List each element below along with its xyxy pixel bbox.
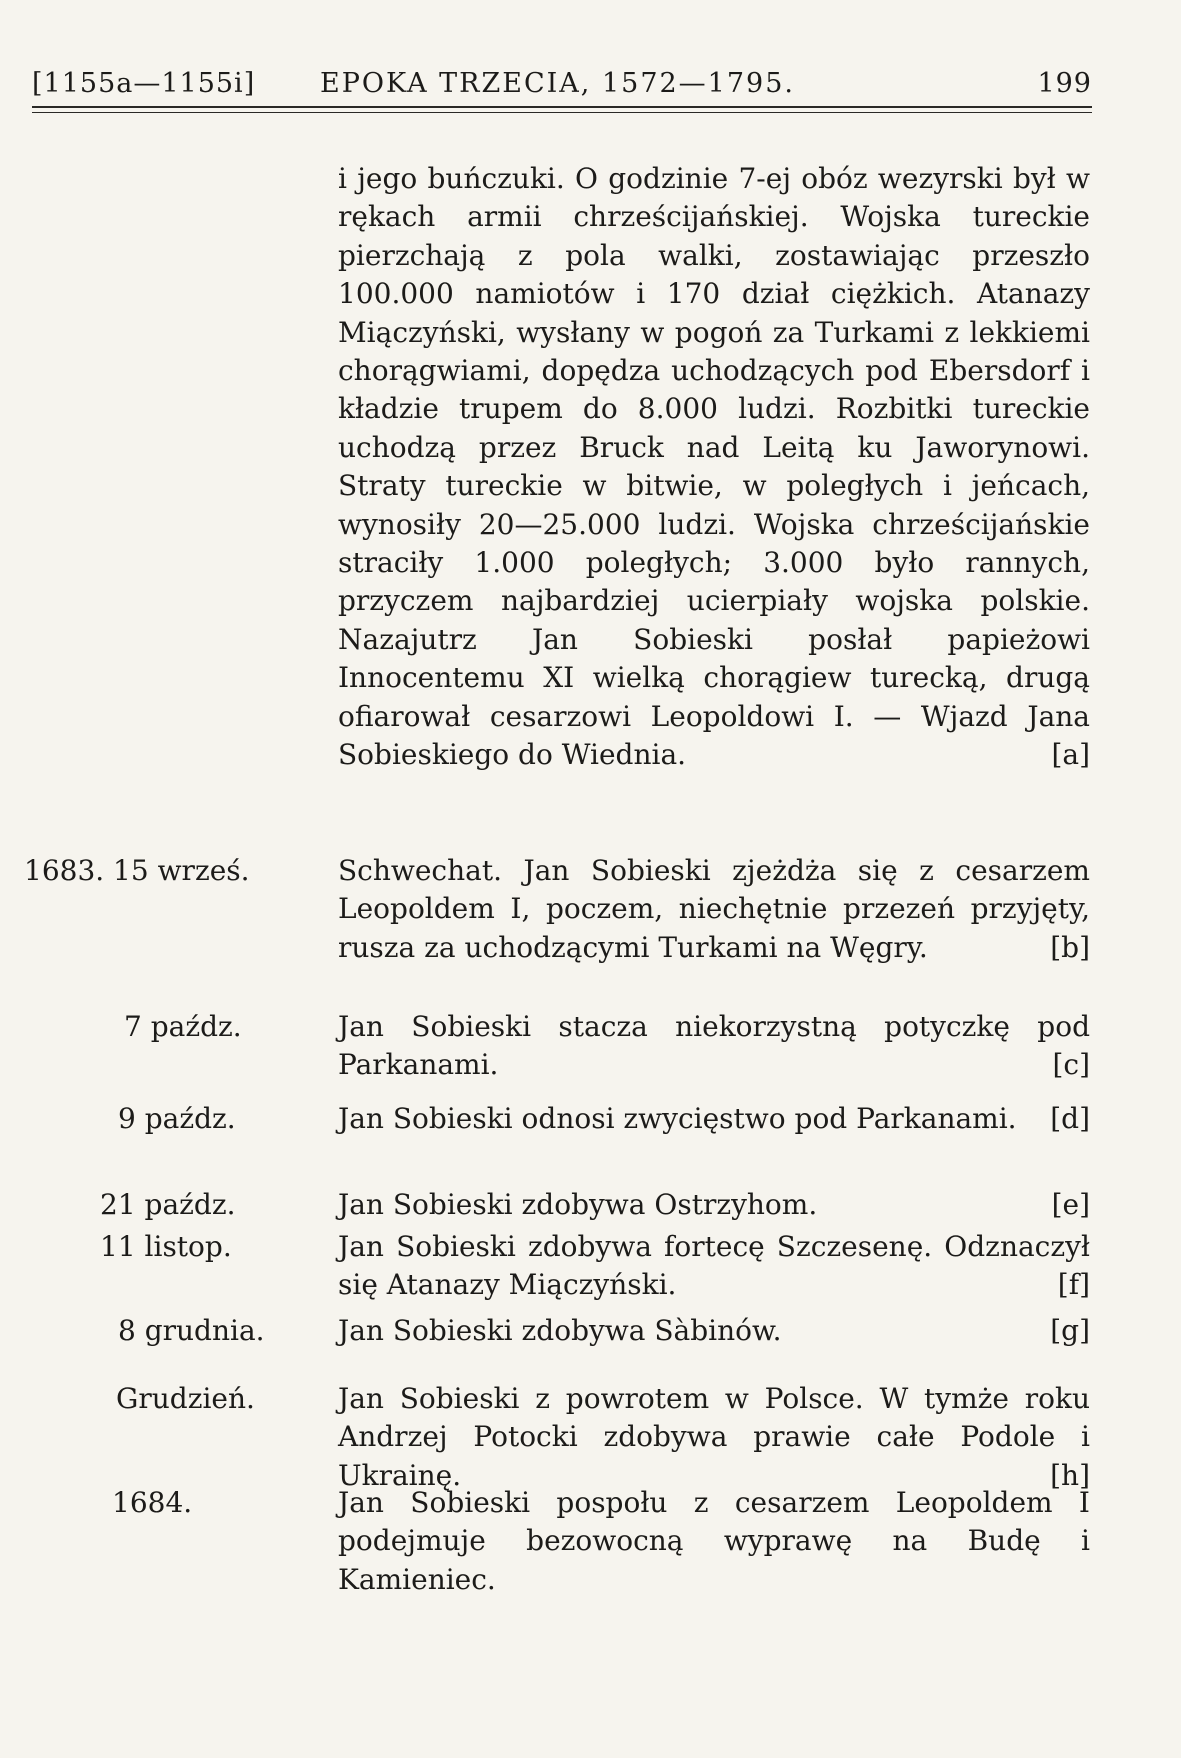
header-title: EPOKA TRZECIA, 1572—1795.: [320, 68, 795, 99]
section-range: [1155a—1155i]: [32, 68, 256, 99]
entry-body: Jan Sobieski stacza niekorzystną potyczkę pod Parkanami.: [338, 1010, 1090, 1082]
entry-body: Jan Sobieski z powrotem w Polsce. W tymże roku Andrzej Potocki zdobywa prawie całe Podole i Ukrainę.: [338, 1382, 1090, 1492]
entry-text: [338, 1008, 1090, 1085]
entry-date: 9 paźdz.: [118, 1102, 236, 1135]
entry-text: [338, 1228, 1090, 1305]
entry-date: Grudzień.: [116, 1382, 255, 1415]
entry-body: Jan Sobieski zdobywa Ostrzyhom.: [338, 1188, 818, 1221]
entry-body: Jan Sobieski zdobywa Sàbinów.: [338, 1314, 782, 1347]
entry-body: Schwechat. Jan Sobieski zjeżdża się z cesarzem Leopoldem I, poczem, niechętnie przezeń przyjęty, rusza za uchodzącymi Turkami na Węgry.: [338, 854, 1090, 964]
entry-date: 11 listop.: [100, 1230, 232, 1263]
entry-tag: [g]: [1050, 1314, 1090, 1347]
entry-tag: [a]: [1051, 738, 1090, 772]
entry-date: 1683. 15 wrześ.: [24, 854, 250, 887]
entry-text: [338, 1380, 1090, 1495]
running-header: [32, 68, 1092, 108]
entry-date: 7 paźdz.: [124, 1010, 242, 1043]
entry-date: 1684.: [112, 1486, 193, 1519]
entry-date: 21 paźdz.: [100, 1188, 236, 1221]
entry-tag: [f]: [1057, 1268, 1090, 1302]
entry-text: [338, 1186, 1090, 1224]
entry-body: Jan Sobieski odnosi zwycięstwo pod Parkanami.: [338, 1102, 1017, 1135]
entry-text: [338, 1100, 1090, 1138]
entry-body: Jan Sobieski pospołu z cesarzem Leopoldem I podejmuje bezowocną wyprawę na Budę i Kamieniec.: [338, 1486, 1090, 1596]
page-number: 199: [1037, 68, 1092, 99]
entry-body: i jego buńczuki. O godzinie 7-ej obóz wezyrski był w rękach armii chrześcijańskiej. Wojska tureckie pierzchają z pola walki, zostawiając przeszło 100.000 namiotów i 170 dział ciężkich. Atanazy Miączyński, wysłany w pogoń za Turkami z lekkiemi chorągwiami, dopędza uchodzących pod Ebersdorf i kładzie trupem do 8.000 ludzi. Rozbitki tureckie uchodzą przez Bruck nad Leitą ku Jaworynowi. Straty tureckie w bitwie, w poległych i jeńcach, wynosiły 20—25.000 ludzi. Wojska chrześcijańskie straciły 1.000 poległych; 3.000 było rannych, przyczem najbardziej ucierpiały wojska polskie. Nazajutrz Jan Sobieski posłał papieżowi Innocentemu XI wielką chorągiew turecką, drugą ofiarował cesarzowi Leopoldowi I. — Wjazd Jana Sobieskiego do Wiednia.: [338, 162, 1090, 772]
entry-tag: [b]: [1050, 930, 1090, 964]
entry-text: [338, 1484, 1090, 1599]
entry-text: [338, 1312, 1090, 1350]
entry-text: [338, 160, 1090, 775]
entry-tag: [d]: [1050, 1102, 1090, 1135]
entry-tag: [e]: [1051, 1188, 1090, 1221]
header-rule-thin: [32, 112, 1092, 113]
entry-text: [338, 852, 1090, 967]
header-rule: [32, 106, 1092, 108]
entry-tag: [h]: [1050, 1458, 1090, 1492]
entry-date: 8 grudnia.: [118, 1314, 265, 1347]
entry-body: Jan Sobieski zdobywa fortecę Szczesenę. Odznaczył się Atanazy Miączyński.: [338, 1230, 1090, 1302]
entry-tag: [c]: [1052, 1048, 1090, 1082]
